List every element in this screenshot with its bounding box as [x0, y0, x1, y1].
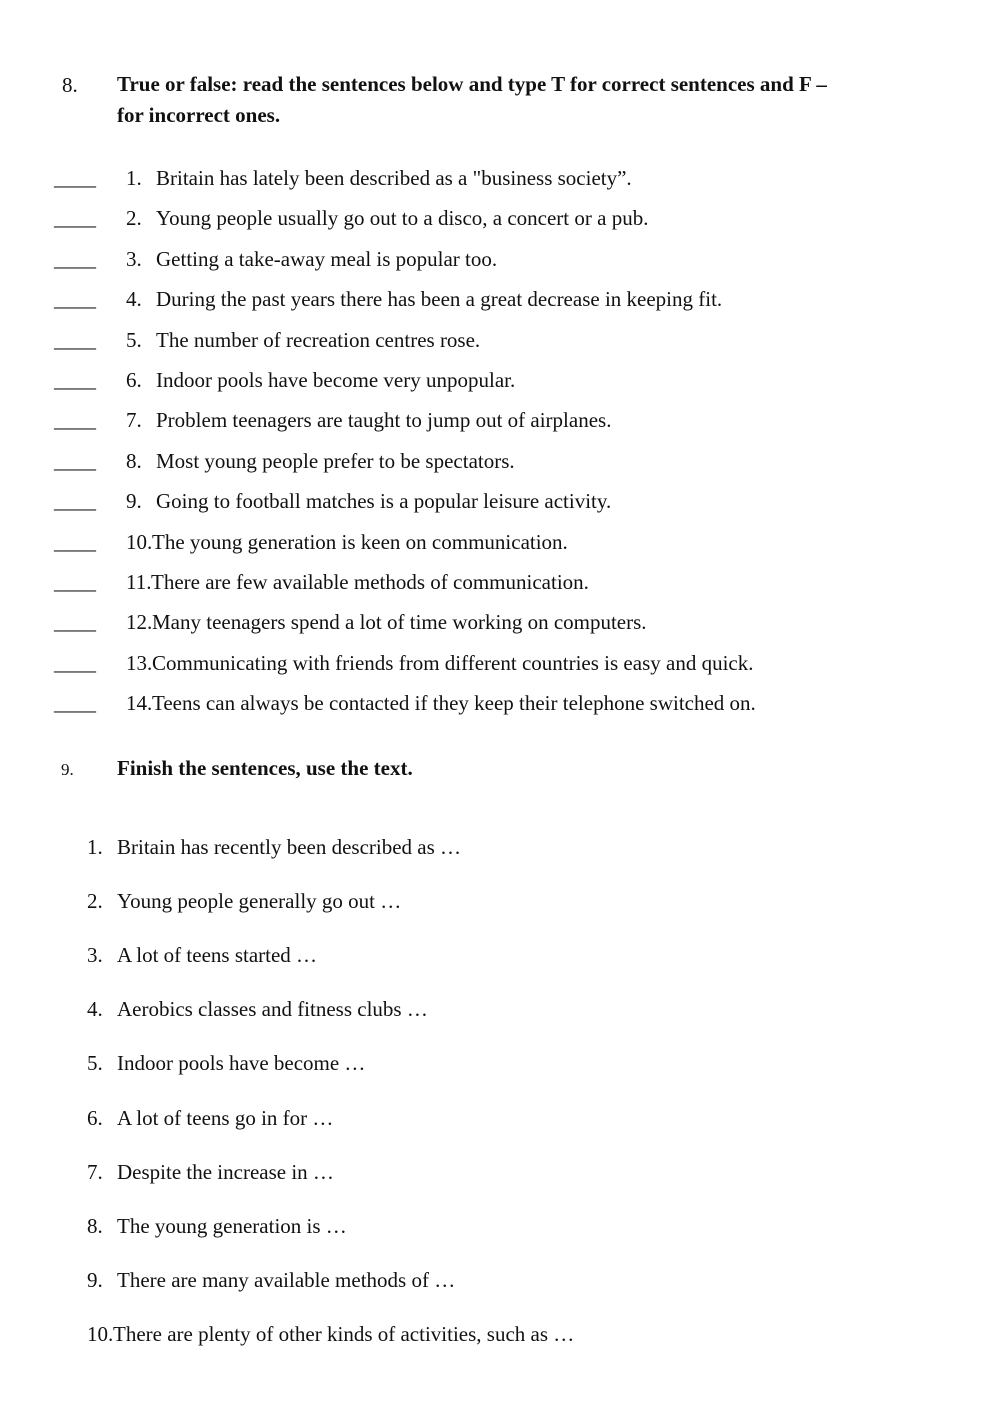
finish-item-text: Aerobics classes and fitness clubs … — [117, 997, 428, 1021]
tf-item-text: Young people usually go out to a disco, a concert or a pub. — [156, 206, 649, 230]
tf-item — [0, 530, 1000, 560]
task-9-title: Finish the sentences, use the text. — [117, 756, 413, 780]
tf-item-text: During the past years there has been a great decrease in keeping fit. — [156, 287, 723, 311]
tf-item — [0, 287, 1000, 317]
finish-item-number: 9. — [87, 1268, 103, 1292]
finish-item-text: The young generation is … — [117, 1214, 347, 1238]
finish-item-text: Despite the increase in … — [117, 1160, 334, 1184]
tf-item-number: 14. — [126, 691, 153, 715]
answer-blank[interactable]: ____ — [54, 408, 96, 432]
finish-item — [0, 1268, 1000, 1298]
answer-blank[interactable]: ____ — [54, 166, 96, 190]
answer-blank[interactable]: ____ — [54, 530, 96, 554]
tf-item-text: Many teenagers spend a lot of time working on computers. — [152, 610, 647, 634]
tf-item-number: 4. — [126, 287, 142, 311]
tf-item-text: The young generation is keen on communication. — [152, 530, 568, 554]
finish-item-text: There are many available methods of … — [117, 1268, 456, 1292]
answer-blank[interactable]: ____ — [54, 328, 96, 352]
task-8-title-line-2: for incorrect ones. — [117, 103, 281, 127]
finish-item-text: Indoor pools have become … — [117, 1051, 366, 1075]
tf-item — [0, 166, 1000, 196]
answer-blank[interactable]: ____ — [54, 610, 96, 634]
tf-item-number: 2. — [126, 206, 142, 230]
tf-item — [0, 449, 1000, 479]
answer-blank[interactable]: ____ — [54, 489, 96, 513]
tf-item — [0, 570, 1000, 600]
tf-item — [0, 206, 1000, 236]
tf-item — [0, 610, 1000, 640]
finish-item-number: 5. — [87, 1051, 103, 1075]
tf-item-text: The number of recreation centres rose. — [156, 328, 481, 352]
finish-item-number: 4. — [87, 997, 103, 1021]
tf-item-number: 1. — [126, 166, 142, 190]
tf-item — [0, 489, 1000, 519]
tf-item-text: Indoor pools have become very unpopular. — [156, 368, 516, 392]
answer-blank[interactable]: ____ — [54, 651, 96, 675]
tf-item-number: 13. — [126, 651, 153, 675]
finish-item-text: There are plenty of other kinds of activities, such as … — [113, 1322, 575, 1346]
tf-item-number: 10. — [126, 530, 153, 554]
finish-item-number: 6. — [87, 1106, 103, 1130]
finish-item — [0, 1214, 1000, 1244]
tf-item-number: 12. — [126, 610, 153, 634]
answer-blank[interactable]: ____ — [54, 247, 96, 271]
tf-item-text: Most young people prefer to be spectators. — [156, 449, 515, 473]
task-9-number: 9. — [61, 760, 74, 779]
finish-item — [0, 1160, 1000, 1190]
tf-item-text: Problem teenagers are taught to jump out of airplanes. — [156, 408, 612, 432]
answer-blank[interactable]: ____ — [54, 287, 96, 311]
finish-item-text: A lot of teens started … — [117, 943, 318, 967]
finish-item — [0, 1322, 1000, 1352]
answer-blank[interactable]: ____ — [54, 368, 96, 392]
finish-item-text: Britain has recently been described as … — [117, 835, 462, 859]
answer-blank[interactable]: ____ — [54, 570, 96, 594]
answer-blank[interactable]: ____ — [54, 449, 96, 473]
tf-item-number: 6. — [126, 368, 142, 392]
tf-item — [0, 247, 1000, 277]
tf-item-text: Britain has lately been described as a "business society”. — [156, 166, 632, 190]
tf-item-number: 3. — [126, 247, 142, 271]
tf-item-number: 5. — [126, 328, 142, 352]
finish-item-text: Young people generally go out … — [117, 889, 402, 913]
answer-blank[interactable]: ____ — [54, 691, 96, 715]
tf-item-number: 11. — [126, 570, 152, 594]
answer-blank[interactable]: ____ — [54, 206, 96, 230]
tf-item — [0, 328, 1000, 358]
tf-item-text: There are few available methods of communication. — [151, 570, 589, 594]
tf-item-number: 9. — [126, 489, 142, 513]
finish-item — [0, 943, 1000, 973]
finish-item-number: 8. — [87, 1214, 103, 1238]
finish-item-number: 1. — [87, 835, 103, 859]
task-8-title — [117, 69, 977, 131]
tf-item — [0, 651, 1000, 681]
finish-item-text: A lot of teens go in for … — [117, 1106, 334, 1130]
finish-item — [0, 997, 1000, 1027]
finish-item — [0, 1106, 1000, 1136]
tf-item — [0, 368, 1000, 398]
tf-item — [0, 408, 1000, 438]
tf-item-text: Communicating with friends from different countries is easy and quick. — [152, 651, 754, 675]
tf-item — [0, 691, 1000, 721]
tf-item-text: Teens can always be contacted if they keep their telephone switched on. — [152, 691, 756, 715]
finish-item-number: 2. — [87, 889, 103, 913]
finish-item-number: 3. — [87, 943, 103, 967]
finish-item-number: 7. — [87, 1160, 103, 1184]
tf-item-number: 7. — [126, 408, 142, 432]
tf-item-text: Going to football matches is a popular leisure activity. — [156, 489, 612, 513]
task-8-title-line-1: True or false: read the sentences below and type T for correct sentences and F – — [117, 72, 827, 96]
finish-item-number: 10. — [87, 1322, 114, 1346]
tf-item-text: Getting a take-away meal is popular too. — [156, 247, 498, 271]
task-8-number: 8. — [62, 73, 78, 97]
tf-item-number: 8. — [126, 449, 142, 473]
finish-item — [0, 889, 1000, 919]
finish-item — [0, 835, 1000, 865]
finish-item — [0, 1051, 1000, 1081]
